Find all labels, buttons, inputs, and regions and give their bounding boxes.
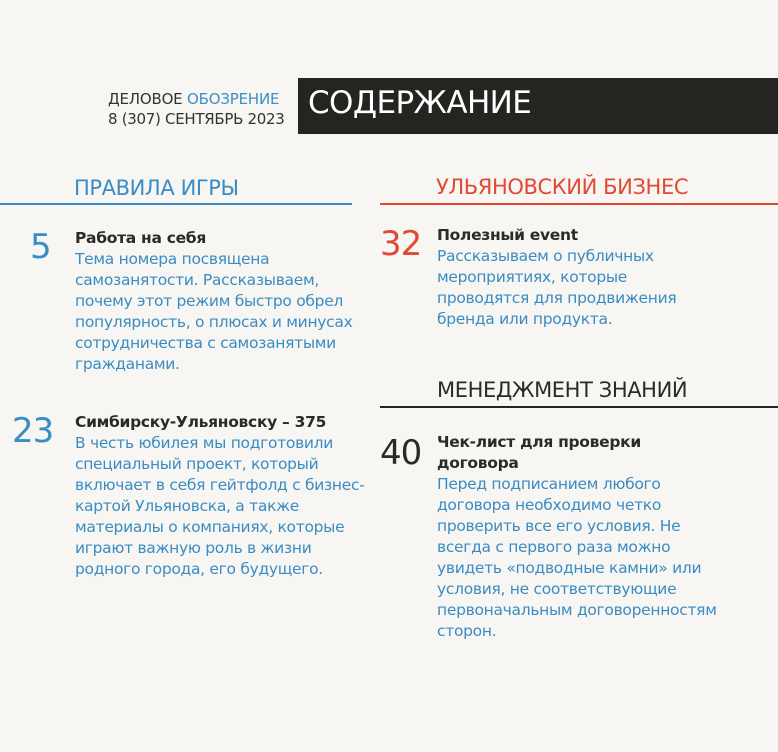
toc-item-description: Рассказываем о публичных мероприятиях, которые проводятся для продвижения бренда или продукта. — [437, 247, 677, 328]
section-title-rules: ПРАВИЛА ИГРЫ — [74, 176, 239, 200]
section-divider-rules — [0, 203, 352, 205]
issue-info: 8 (307) СЕНТЯБРЬ 2023 — [108, 110, 285, 128]
section-divider-knowledge — [380, 406, 778, 408]
toc-item-contract-checklist[interactable] — [437, 432, 727, 642]
contents-title: СОДЕРЖАНИЕ — [308, 85, 532, 121]
section-title-business: УЛЬЯНОВСКИЙ БИЗНЕС — [436, 175, 689, 199]
contents-banner — [298, 78, 778, 134]
toc-item-description: Перед подписанием любого договора необходимо четко проверить все его условия. Не всегда с первого раза можно увидеть «подводные камни» или условия, не соответствующие первоначальным договоренностям сторон. — [437, 475, 717, 640]
magazine-name — [108, 90, 279, 108]
section-title-knowledge: МЕНЕДЖМЕНТ ЗНАНИЙ — [437, 378, 688, 402]
toc-item-simbirsk-375[interactable] — [75, 412, 375, 580]
toc-item-description: В честь юбилея мы подготовили специальный проект, который включает в себя гейтфолд с бизнес-картой Ульяновска, а также материалы о компаниях, которые играют важную роль в жизни родного города, его будущего. — [75, 434, 365, 578]
page-number: 5 — [30, 227, 51, 267]
toc-item-work-for-yourself[interactable] — [75, 228, 375, 375]
toc-item-title: Работа на себя — [75, 229, 206, 247]
page-number: 32 — [380, 224, 422, 264]
toc-item-description: Тема номера посвящена самозанятости. Рассказываем, почему этот режим быстро обрел популярность, о плюсах и минусах сотрудничества с самозанятыми гражданами. — [75, 250, 353, 373]
toc-item-useful-event[interactable] — [437, 225, 737, 330]
magazine-name-light: ОБОЗРЕНИЕ — [187, 90, 280, 108]
toc-item-title: Симбирску-Ульяновску – 375 — [75, 413, 327, 431]
section-divider-business — [380, 203, 778, 205]
toc-item-title: Полезный event — [437, 226, 578, 244]
toc-item-title: Чек-лист для проверки договора — [437, 433, 641, 472]
page-number: 40 — [380, 433, 422, 473]
page-number: 23 — [12, 411, 54, 451]
magazine-name-bold: ДЕЛОВОЕ — [108, 90, 183, 108]
